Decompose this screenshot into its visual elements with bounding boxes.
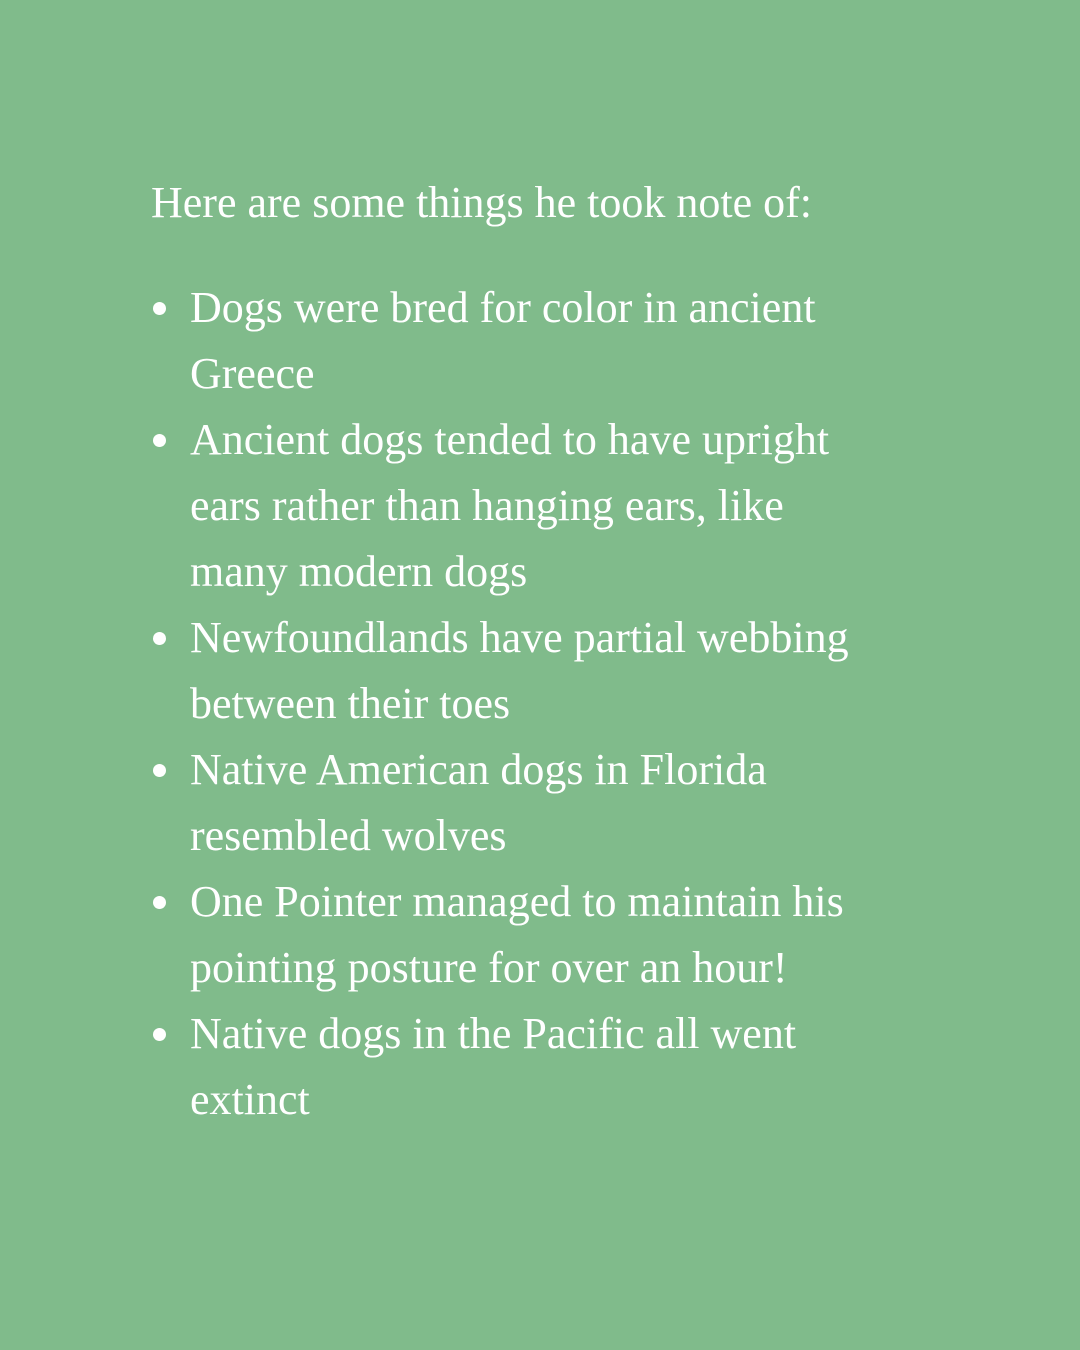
bullet-icon (153, 764, 166, 777)
fact-line: resembled wolves (190, 811, 507, 860)
bullet-icon (153, 896, 166, 909)
bullet-icon (153, 632, 166, 645)
fact-list (151, 275, 981, 1133)
fact-line: extinct (190, 1075, 310, 1124)
fact-item (151, 407, 981, 605)
bullet-icon (153, 434, 166, 447)
bullet-icon (153, 302, 166, 315)
fact-line: pointing posture for over an hour! (190, 943, 788, 992)
fact-line: Greece (190, 349, 315, 398)
fact-line: Native dogs in the Pacific all went (190, 1009, 797, 1058)
fact-item (151, 275, 981, 407)
intro-text: Here are some things he took note of: (151, 178, 813, 227)
bullet-icon (153, 1028, 166, 1041)
fact-line: Newfoundlands have partial webbing (190, 613, 849, 662)
fact-item (151, 605, 981, 737)
fact-line: Native American dogs in Florida (190, 745, 767, 794)
fact-item (151, 1001, 981, 1133)
fact-line: One Pointer managed to maintain his (190, 877, 844, 926)
fact-line: ears rather than hanging ears, like (190, 481, 784, 530)
fact-item (151, 869, 981, 1001)
fact-line: many modern dogs (190, 547, 528, 596)
fact-line: Ancient dogs tended to have upright (190, 415, 830, 464)
fact-item (151, 737, 981, 869)
fact-line: Dogs were bred for color in ancient (190, 283, 816, 332)
fact-line: between their toes (190, 679, 511, 728)
